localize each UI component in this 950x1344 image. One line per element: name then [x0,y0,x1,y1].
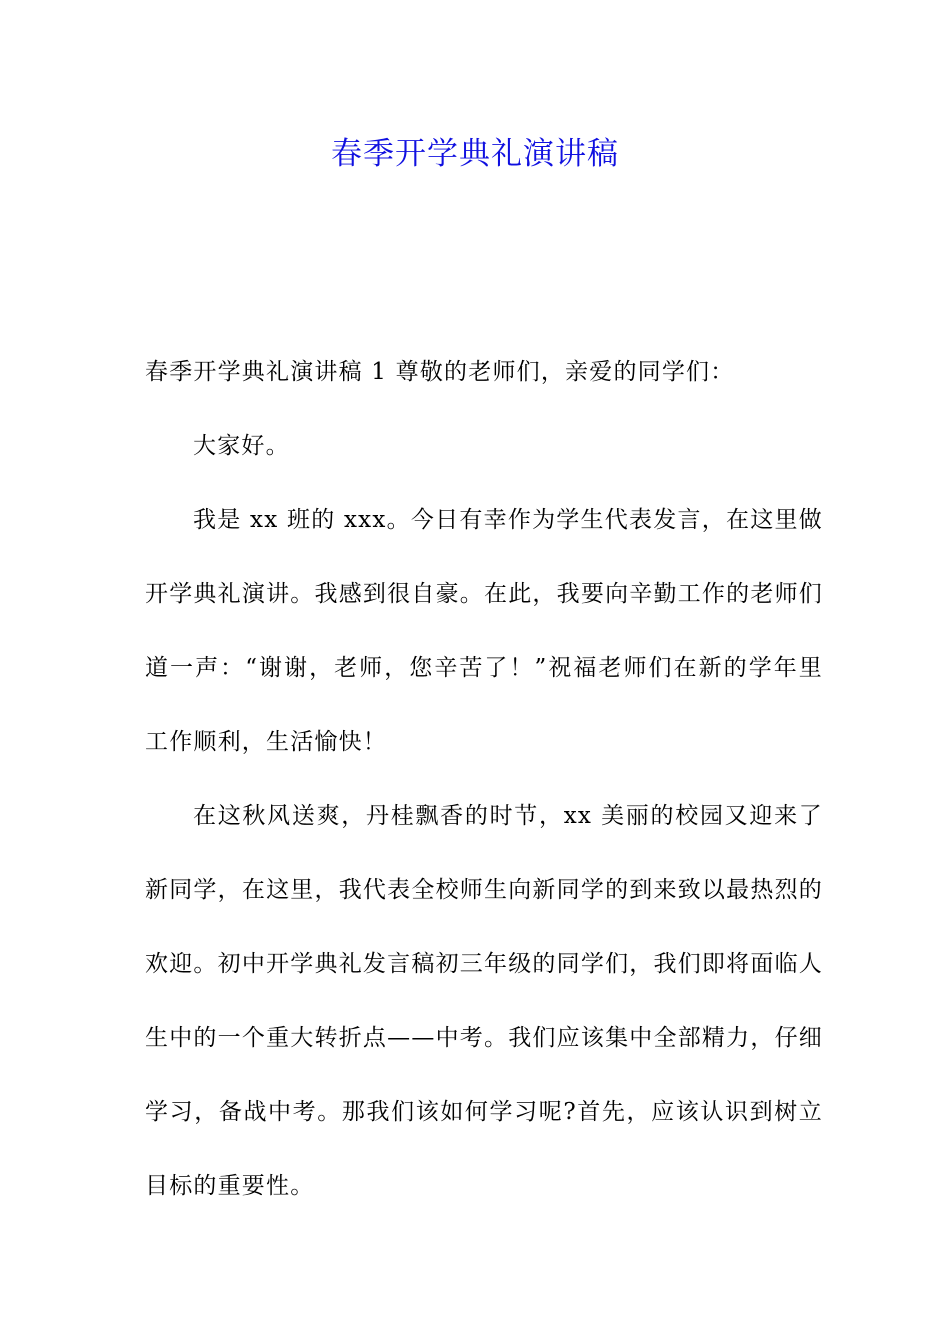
greeting-paragraph: 大家好。 [193,433,290,459]
document-title: 春季开学典礼演讲稿 [331,136,619,172]
body-paragraph-1: 我是 xx 班的 xxx。今日有幸作为学生代表发言，在这里做开学典礼演讲。我感到很自豪。在此，我要向辛勤工作的老师们道一声：“谢谢，老师，您辛苦了！”祝福老师们在新的学年里工作顺利，生活愉快！ [145,507,823,755]
body-paragraph-2: 在这秋风送爽，丹桂飘香的时节，xx 美丽的校园又迎来了新同学，在这里，我代表全校师生向新同学的到来致以最热烈的欢迎。初中开学典礼发言稿初三年级的同学们，我们即将面临人生中的一个重大转折点——中考。我们应该集中全部精力，仔细学习，备战中考。那我们该如何学习呢?首先，应该认识到树立目标的重要性。 [145,803,823,1199]
salutation-paragraph: 春季开学典礼演讲稿 1 尊敬的老师们，亲爱的同学们： [145,359,735,385]
document-body [145,335,823,1223]
